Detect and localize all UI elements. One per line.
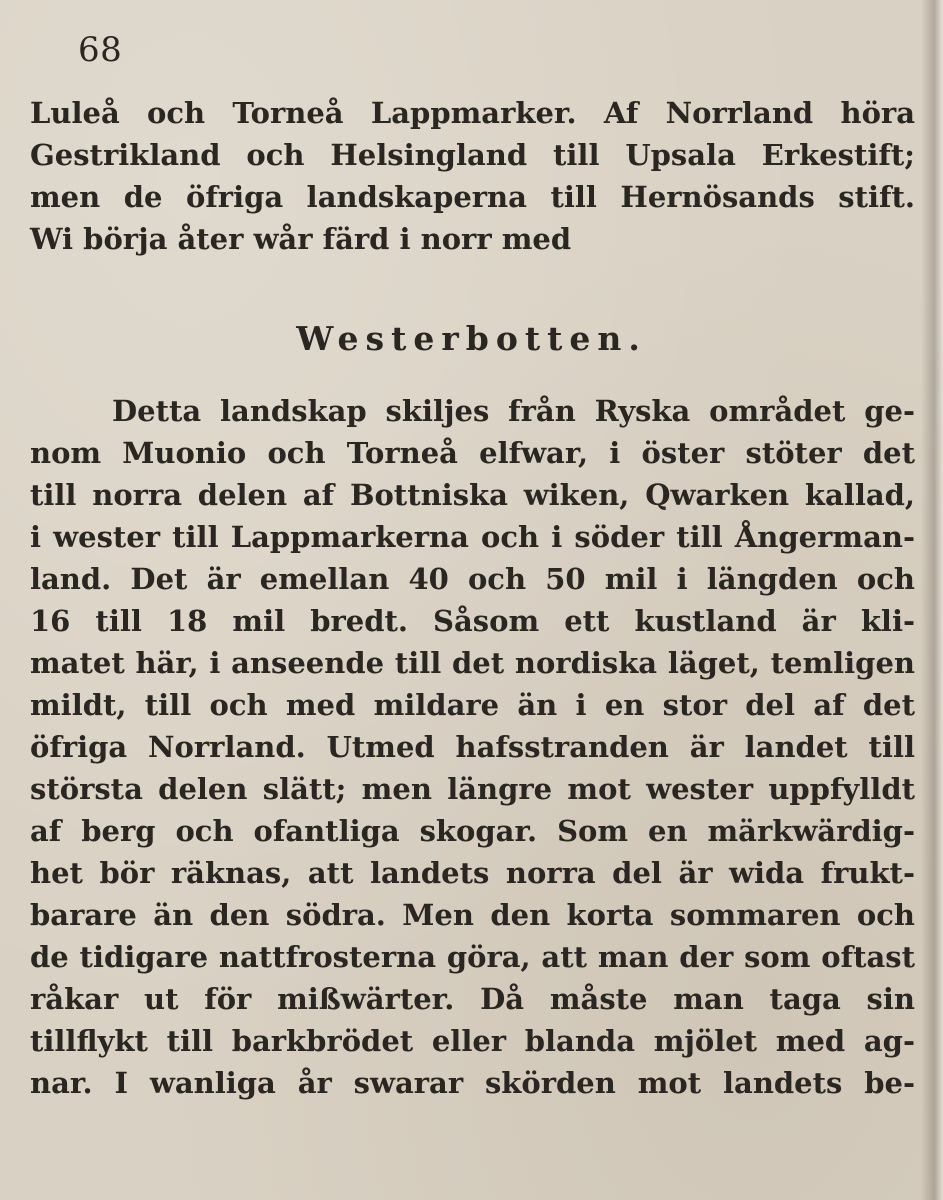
- body-line: land. Det är emellan 40 och 50 mil i längden och: [30, 562, 915, 596]
- body-line: matet här, i anseende till det nordiska läget, temligen: [30, 646, 915, 680]
- page-number: 68: [78, 30, 123, 70]
- section-heading: Westerbotten.: [296, 319, 647, 358]
- body-line: största delen slätt; men längre mot wester uppfylldt: [30, 772, 915, 806]
- body-line: till norra delen af Bottniska wiken, Qwarken kallad,: [30, 478, 915, 512]
- page-edge-shadow: [921, 0, 943, 1200]
- body-line: de tidigare nattfrosterna göra, att man der som oftast: [30, 940, 915, 974]
- intro-line: Gestrikland och Helsingland till Upsala Erkestift;: [30, 138, 915, 172]
- body-line: öfriga Norrland. Utmed hafsstranden är landet till: [30, 730, 915, 764]
- body-line: barare än den södra. Men den korta sommaren och: [30, 898, 915, 932]
- body-line: tillflykt till barkbrödet eller blanda mjölet med ag-: [30, 1024, 915, 1058]
- intro-line: Luleå och Torneå Lappmarker. Af Norrland höra: [30, 96, 915, 130]
- intro-line: men de öfriga landskaperna till Hernösands stift.: [30, 180, 915, 214]
- intro-line: Wi börja åter wår färd i norr med: [30, 222, 572, 256]
- body-line: mildt, till och med mildare än i en stor del af det: [30, 688, 915, 722]
- body-line: nar. I wanliga år swarar skörden mot landets be-: [30, 1066, 915, 1100]
- body-line: 16 till 18 mil bredt. Såsom ett kustland är kli-: [30, 604, 915, 638]
- body-line: af berg och ofantliga skogar. Som en märkwärdig-: [30, 814, 915, 848]
- body-line: i wester till Lappmarkerna och i söder till Ångerman-: [30, 520, 915, 554]
- body-line: Detta landskap skiljes från Ryska området ge-: [112, 394, 915, 428]
- body-line: het bör räknas, att landets norra del är wida frukt-: [30, 856, 915, 890]
- body-line: råkar ut för mißwärter. Då måste man taga sin: [30, 982, 915, 1016]
- body-line: nom Muonio och Torneå elfwar, i öster stöter det: [30, 436, 915, 470]
